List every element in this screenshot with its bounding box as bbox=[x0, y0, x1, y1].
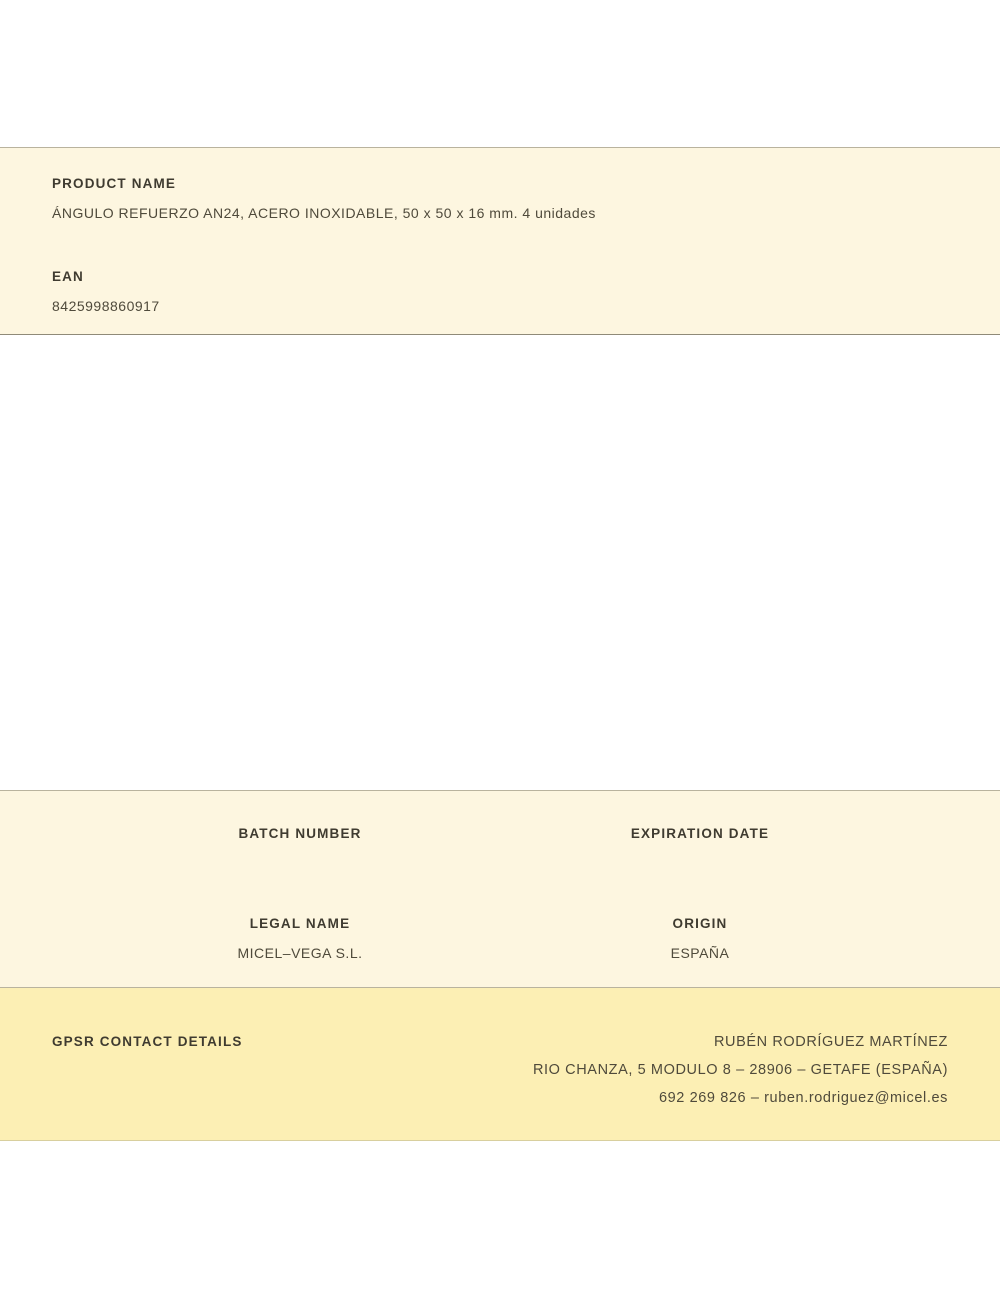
gpsr-contact-lines bbox=[533, 1028, 948, 1112]
ean-label: EAN bbox=[52, 269, 84, 284]
ean-value: 8425998860917 bbox=[52, 298, 160, 314]
legal-name-value: MICEL–VEGA S.L. bbox=[237, 945, 363, 961]
gpsr-contact-phone-email: 692 269 826 – ruben.rodriguez@micel.es bbox=[658, 1090, 948, 1106]
gpsr-contact-block bbox=[0, 988, 1000, 1141]
gpsr-contact-name: RUBÉN RODRÍGUEZ MARTÍNEZ bbox=[713, 1034, 948, 1050]
product-name-label: PRODUCT NAME bbox=[52, 176, 177, 191]
product-info-block bbox=[0, 147, 1000, 335]
product-name-value: ÁNGULO REFUERZO AN24, ACERO INOXIDABLE, 50 x 50 x 16 mm. 4 unidades bbox=[52, 205, 596, 221]
gpsr-contact-label: GPSR CONTACT DETAILS bbox=[52, 1034, 243, 1049]
legal-name-label: LEGAL NAME bbox=[249, 916, 351, 931]
blank-content-area bbox=[0, 335, 1000, 790]
batch-legal-block bbox=[0, 790, 1000, 988]
expiration-date-label: EXPIRATION DATE bbox=[630, 826, 770, 841]
batch-number-label: BATCH NUMBER bbox=[238, 826, 362, 841]
page-footer-blank bbox=[0, 1141, 1000, 1300]
origin-value: ESPAÑA bbox=[670, 945, 730, 961]
origin-label: ORIGIN bbox=[672, 916, 728, 931]
gpsr-contact-address: RIO CHANZA, 5 MODULO 8 – 28906 – GETAFE (ESPAÑA) bbox=[532, 1062, 948, 1078]
